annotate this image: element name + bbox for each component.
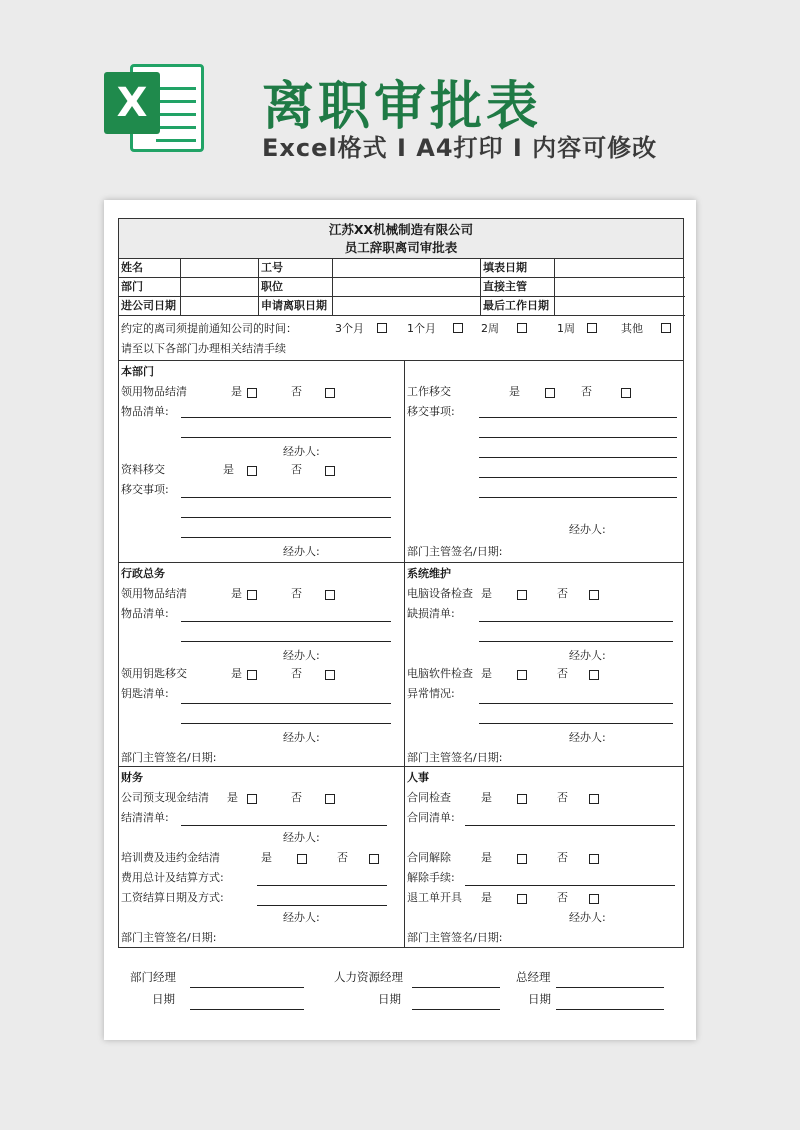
option-label: 2周	[481, 322, 499, 335]
no-checkbox[interactable]	[589, 794, 599, 804]
fill-line[interactable]	[479, 703, 673, 704]
no-label: 否	[557, 851, 568, 864]
label-resign-date: 申请离职日期	[259, 297, 333, 316]
no-label: 否	[337, 851, 348, 864]
finance-left	[119, 767, 405, 947]
checkbox-2-weeks[interactable]	[517, 323, 527, 333]
yes-checkbox[interactable]	[247, 794, 257, 804]
no-label: 否	[581, 385, 592, 398]
manager-sign-label: 部门主管签名/日期:	[407, 931, 503, 944]
fill-line[interactable]	[257, 885, 387, 886]
item-label: 合同解除	[407, 851, 451, 864]
section-title: 本部门	[121, 365, 154, 378]
list-label: 异常情况:	[407, 687, 455, 700]
option-2-weeks	[481, 320, 499, 336]
no-label: 否	[291, 463, 302, 476]
handler-label: 经办人:	[283, 649, 320, 662]
list-label: 合同清单:	[407, 811, 455, 824]
no-label: 否	[557, 891, 568, 904]
item-label: 电脑设备检查	[407, 587, 473, 600]
list-label: 解除手续:	[407, 871, 455, 884]
yes-checkbox[interactable]	[517, 794, 527, 804]
name-field[interactable]	[181, 259, 259, 278]
item-label: 培训费及违约金结清	[121, 851, 220, 864]
option-label: 1周	[557, 322, 575, 335]
fill-line[interactable]	[465, 825, 675, 826]
hr-manager-date-line[interactable]	[412, 1009, 500, 1010]
fill-line[interactable]	[479, 497, 677, 498]
general-manager-date-line[interactable]	[556, 1009, 664, 1010]
handler-label: 经办人:	[569, 523, 606, 536]
label-supervisor: 直接主管	[481, 278, 555, 297]
option-label: 3个月	[335, 322, 364, 335]
no-checkbox[interactable]	[325, 590, 335, 600]
fill-line[interactable]	[479, 457, 677, 458]
fill-line[interactable]	[257, 905, 387, 906]
checkbox-1-month[interactable]	[453, 323, 463, 333]
list-label: 物品清单:	[121, 405, 169, 418]
yes-checkbox[interactable]	[517, 854, 527, 864]
item-label: 公司预支现金结清	[121, 791, 209, 804]
form-paper	[104, 200, 696, 1040]
section-finance-hr	[119, 767, 683, 947]
checkbox-1-week[interactable]	[587, 323, 597, 333]
logo-grid	[156, 80, 196, 145]
fill-date-field[interactable]	[555, 259, 685, 278]
fill-line[interactable]	[479, 641, 673, 642]
fill-line[interactable]	[181, 497, 391, 498]
no-label: 否	[291, 791, 302, 804]
fill-line[interactable]	[465, 885, 675, 886]
form-sheet	[118, 218, 684, 948]
yes-label: 是	[481, 851, 492, 864]
section-title: 财务	[121, 771, 143, 784]
yes-checkbox[interactable]	[297, 854, 307, 864]
no-checkbox[interactable]	[325, 466, 335, 476]
handler-label: 经办人:	[569, 731, 606, 744]
handler-label: 经办人:	[569, 649, 606, 662]
list-label: 费用总计及结算方式:	[121, 871, 224, 884]
item-label: 退工单开具	[407, 891, 462, 904]
yes-checkbox[interactable]	[247, 590, 257, 600]
date-label: 日期	[528, 992, 551, 1006]
list-label: 移交事项:	[121, 483, 169, 496]
section-title: 人事	[407, 771, 429, 784]
no-label: 否	[557, 791, 568, 804]
general-manager-line[interactable]	[556, 987, 664, 988]
item-label: 领用物品结清	[121, 385, 187, 398]
manager-sign-label: 部门主管签名/日期:	[121, 751, 217, 764]
general-manager-label: 总经理	[516, 970, 551, 984]
date-label: 日期	[378, 992, 401, 1006]
yes-label: 是	[227, 791, 238, 804]
option-1-month	[407, 320, 436, 336]
item-label: 领用物品结清	[121, 587, 187, 600]
yes-label: 是	[481, 891, 492, 904]
dept-manager-date-line[interactable]	[190, 1009, 304, 1010]
form-header	[119, 219, 683, 259]
label-fill-date: 填表日期	[481, 259, 555, 278]
no-checkbox[interactable]	[325, 388, 335, 398]
fill-line[interactable]	[479, 621, 673, 622]
handler-label: 经办人:	[283, 831, 320, 844]
yes-checkbox[interactable]	[517, 894, 527, 904]
fill-line[interactable]	[479, 437, 677, 438]
join-date-field[interactable]	[181, 297, 259, 316]
no-label: 否	[291, 385, 302, 398]
handler-label: 经办人:	[283, 545, 320, 558]
yes-label: 是	[481, 587, 492, 600]
excel-logo-icon	[104, 58, 204, 158]
fill-line[interactable]	[181, 723, 391, 724]
no-label: 否	[557, 587, 568, 600]
yes-checkbox[interactable]	[517, 670, 527, 680]
option-other	[621, 320, 643, 336]
yes-checkbox[interactable]	[247, 466, 257, 476]
yes-label: 是	[231, 667, 242, 680]
no-label: 否	[557, 667, 568, 680]
no-checkbox[interactable]	[589, 670, 599, 680]
fill-line[interactable]	[181, 537, 391, 538]
label-employee-id: 工号	[259, 259, 333, 278]
item-label: 工作移交	[407, 385, 451, 398]
notice-text: 约定的离司须提前通知公司的时间：	[121, 322, 297, 335]
option-3-months	[335, 320, 364, 336]
manager-sign-label: 部门主管签名/日期:	[407, 545, 503, 558]
no-checkbox[interactable]	[369, 854, 379, 864]
handler-label: 经办人:	[283, 911, 320, 924]
supervisor-field[interactable]	[555, 278, 685, 297]
list-label: 结清清单:	[121, 811, 169, 824]
label-position: 职位	[259, 278, 333, 297]
manager-sign-label: 部门主管签名/日期:	[121, 931, 217, 944]
no-checkbox[interactable]	[621, 388, 631, 398]
yes-label: 是	[481, 667, 492, 680]
admin-left	[119, 563, 405, 766]
fill-line[interactable]	[181, 437, 391, 438]
notice-instruction: 请至以下各部门办理相关结清手续	[121, 342, 286, 355]
no-label: 否	[291, 667, 302, 680]
handler-label: 经办人:	[283, 445, 320, 458]
resign-date-field[interactable]	[333, 297, 481, 316]
no-checkbox[interactable]	[589, 590, 599, 600]
own-right	[405, 361, 683, 562]
hr-right	[405, 767, 683, 947]
label-last-day: 最后工作日期	[481, 297, 555, 316]
option-label: 其他	[621, 322, 643, 335]
checkbox-other[interactable]	[661, 323, 671, 333]
checkbox-3-months[interactable]	[377, 323, 387, 333]
fill-line[interactable]	[181, 517, 391, 518]
handler-label: 经办人:	[569, 911, 606, 924]
info-grid	[119, 259, 683, 316]
banner-subtitle: Excel格式 I A4打印 I 内容可修改	[262, 134, 658, 162]
list-label: 移交事项:	[407, 405, 455, 418]
item-label: 电脑软件检查	[407, 667, 473, 680]
label-department: 部门	[119, 278, 181, 297]
fill-line[interactable]	[181, 703, 391, 704]
position-field[interactable]	[333, 278, 481, 297]
fill-line[interactable]	[181, 417, 391, 418]
signature-area	[118, 965, 684, 1025]
date-label: 日期	[152, 992, 175, 1006]
dept-manager-label: 部门经理	[130, 970, 176, 984]
hr-manager-line[interactable]	[412, 987, 500, 988]
option-label: 1个月	[407, 322, 436, 335]
yes-label: 是	[509, 385, 520, 398]
yes-checkbox[interactable]	[545, 388, 555, 398]
label-join-date: 进公司日期	[119, 297, 181, 316]
company-name: 江苏XX机械制造有限公司	[328, 222, 474, 237]
no-checkbox[interactable]	[589, 854, 599, 864]
logo-letter: X	[104, 72, 160, 134]
yes-checkbox[interactable]	[247, 670, 257, 680]
label-name: 姓名	[119, 259, 181, 278]
form-title: 员工辞职离司审批表	[344, 240, 458, 255]
section-title: 行政总务	[121, 567, 165, 580]
list-label: 缺损清单:	[407, 607, 455, 620]
item-label: 领用钥匙移交	[121, 667, 187, 680]
no-label: 否	[291, 587, 302, 600]
yes-label: 是	[231, 385, 242, 398]
no-checkbox[interactable]	[589, 894, 599, 904]
own-left	[119, 361, 405, 562]
item-label: 合同检查	[407, 791, 451, 804]
list-label: 物品清单:	[121, 607, 169, 620]
dept-manager-line[interactable]	[190, 987, 304, 988]
banner-title: 离职审批表	[262, 77, 543, 137]
handler-label: 经办人:	[283, 731, 320, 744]
employee-id-field[interactable]	[333, 259, 481, 278]
option-1-week	[557, 320, 575, 336]
manager-sign-label: 部门主管签名/日期:	[407, 751, 503, 764]
no-checkbox[interactable]	[325, 670, 335, 680]
yes-checkbox[interactable]	[247, 388, 257, 398]
yes-label: 是	[481, 791, 492, 804]
department-field[interactable]	[181, 278, 259, 297]
notice-row	[119, 316, 683, 361]
list-label: 工资结算日期及方式:	[121, 891, 224, 904]
fill-line[interactable]	[479, 477, 677, 478]
fill-line[interactable]	[181, 641, 391, 642]
fill-line[interactable]	[181, 621, 391, 622]
section-admin-it	[119, 563, 683, 767]
section-own-department	[119, 361, 683, 563]
item-label: 资料移交	[121, 463, 165, 476]
fill-line[interactable]	[479, 723, 673, 724]
fill-line[interactable]	[479, 417, 677, 418]
it-right	[405, 563, 683, 766]
yes-label: 是	[223, 463, 234, 476]
yes-checkbox[interactable]	[517, 590, 527, 600]
section-title: 系统维护	[407, 567, 451, 580]
last-day-field[interactable]	[555, 297, 685, 316]
yes-label: 是	[231, 587, 242, 600]
yes-label: 是	[261, 851, 272, 864]
fill-line[interactable]	[181, 825, 387, 826]
hr-manager-label: 人力资源经理	[334, 970, 403, 984]
no-checkbox[interactable]	[325, 794, 335, 804]
list-label: 钥匙清单:	[121, 687, 169, 700]
